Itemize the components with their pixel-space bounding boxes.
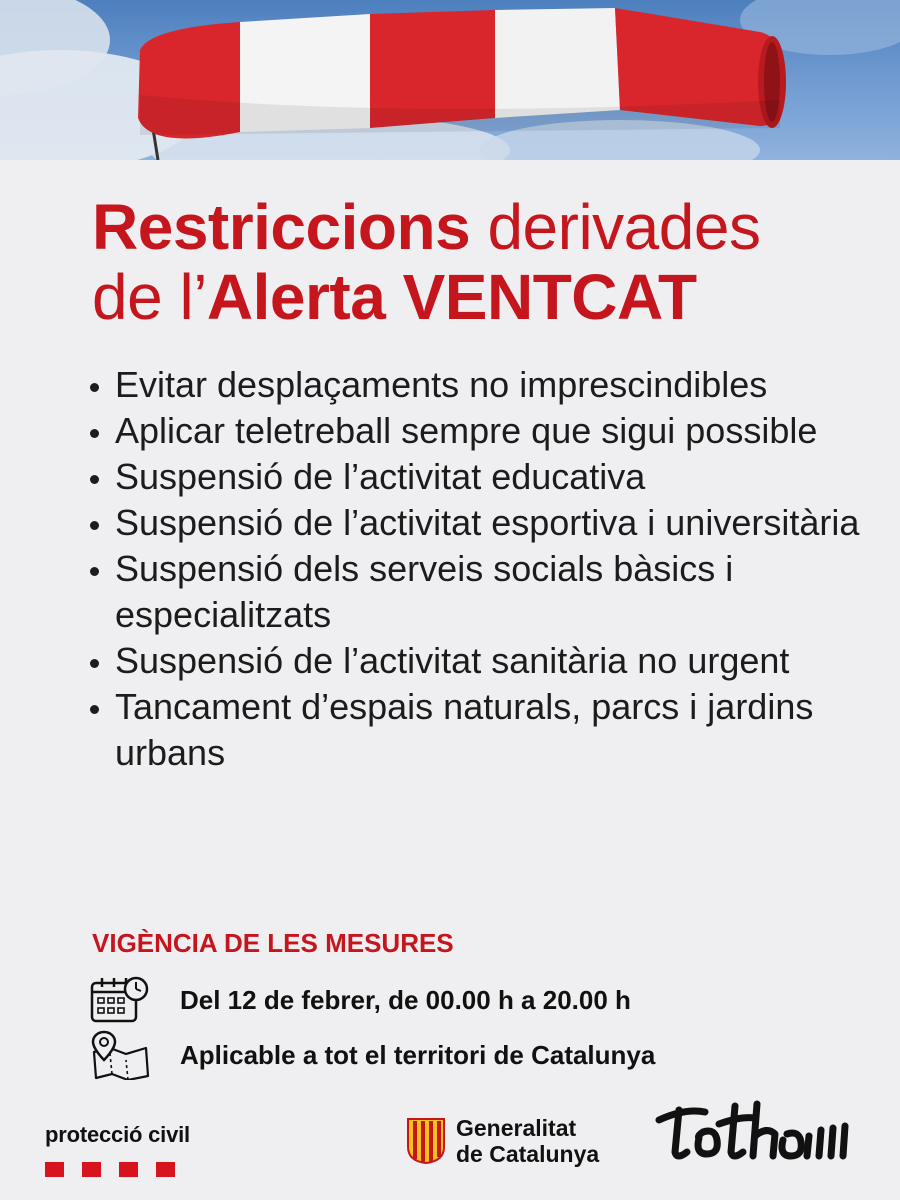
title-de-l: de l’ xyxy=(92,261,207,333)
measure-item: Suspensió de l’activitat sanitària no urgent xyxy=(88,638,878,684)
generalitat-line1: Generalitat xyxy=(456,1115,577,1141)
calendar-clock-icon xyxy=(90,975,152,1025)
measure-item: Suspensió de l’activitat esportiva i universitària xyxy=(88,500,878,546)
red-square xyxy=(119,1162,138,1177)
measure-item: Suspensió de l’activitat educativa xyxy=(88,454,878,500)
generalitat-text xyxy=(456,1115,599,1167)
hero-windsock-image xyxy=(0,0,900,160)
red-square xyxy=(156,1162,175,1177)
title-bold-alerta: Alerta VENTCAT xyxy=(206,261,697,333)
page-title xyxy=(92,192,760,332)
validity-date-row xyxy=(90,975,631,1025)
map-pin-icon xyxy=(90,1030,152,1080)
tothom-logo xyxy=(655,1098,855,1173)
windsock-illustration xyxy=(0,0,900,160)
validity-scope-row xyxy=(90,1030,655,1080)
title-bold-restriccions: Restriccions xyxy=(92,191,471,263)
red-square xyxy=(45,1162,64,1177)
measure-item: Aplicar teletreball sempre que sigui possible xyxy=(88,408,878,454)
red-square xyxy=(82,1162,101,1177)
generalitat-logo xyxy=(406,1115,599,1167)
validity-date-text: Del 12 de febrer, de 00.00 h a 20.00 h xyxy=(180,984,631,1015)
proteccio-civil-logo xyxy=(45,1122,190,1177)
measure-item: Tancament d’espais naturals, parcs i jardins urbans xyxy=(88,684,878,776)
tothom-handwritten-logo xyxy=(655,1098,855,1168)
validity-title: VIGÈNCIA DE LES MESURES xyxy=(92,928,454,958)
title-derivades: derivades xyxy=(470,191,761,263)
measure-item: Suspensió dels serveis socials bàsics i especialitzats xyxy=(88,546,878,638)
proteccio-civil-text: protecció civil xyxy=(45,1122,190,1147)
measure-item: Evitar desplaçaments no imprescindibles xyxy=(88,362,878,408)
validity-scope-text: Aplicable a tot el territori de Catalunya xyxy=(180,1039,656,1070)
proteccio-civil-squares xyxy=(45,1162,190,1177)
generalitat-shield-icon xyxy=(406,1117,446,1165)
generalitat-line2: de Catalunya xyxy=(456,1141,600,1167)
measures-list xyxy=(88,362,878,776)
